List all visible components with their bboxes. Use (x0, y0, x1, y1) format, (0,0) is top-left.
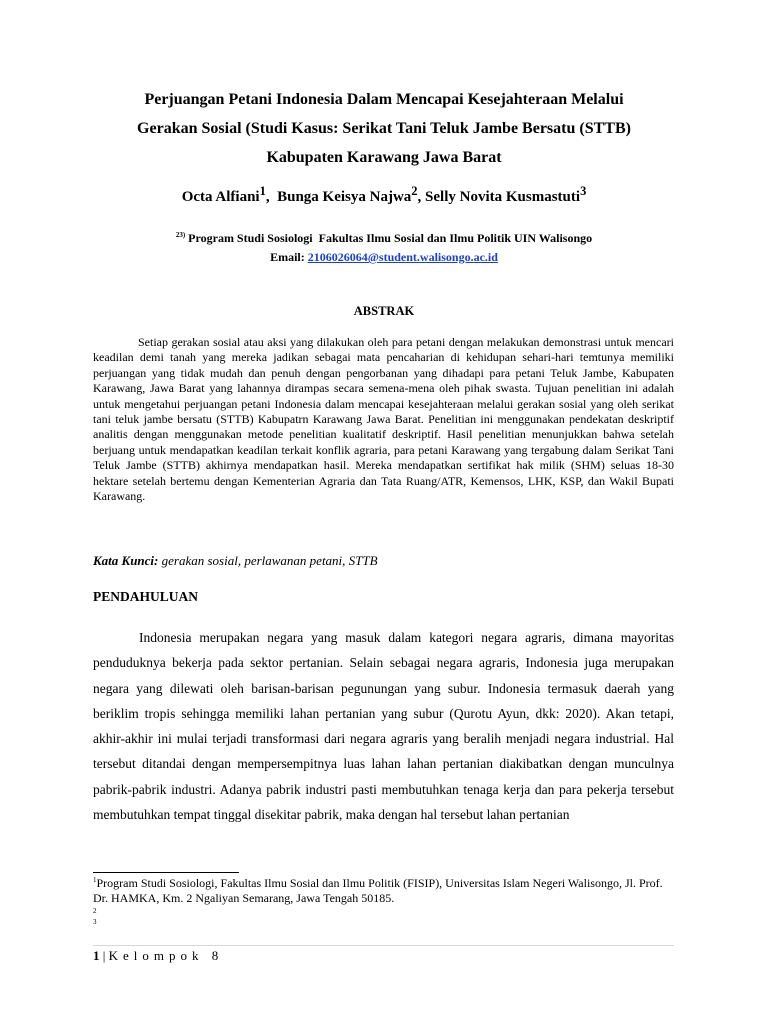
abstract-text: Setiap gerakan sosial atau aksi yang dilakukan oleh para petani dengan melakukan demonstrasi untuk mencari keadilan demi tanah yang mereka jadikan sebagai mata pencaharian di kehidupan sehari-hari temtunya memiliki perjuangan yang tidak mudah dan penuh dengan pengorbanan yang dihadapi para petani Teluk Jambe, Kabupaten Karawang, Jawa Barat yang lahannya dirampas secara semena-mena oleh pihak swasta. Tujuan penelitian ini adalah untuk mengetahui perjuangan petani Indonesia dalam mencapai kesejahteraan melalui gerakan sosial yang oleh serikat tani teluk jambe bersatu (STTB) Kabupatrn Karawang Jawa Barat. Penelitian ini menggunakan pendekatan deskriptif analitis dengan menggunakan metode penelitian kualitatif deskriptif. Hasil penelitian menunjukkan bahwa setelah berjuang untuk mendapatkan keadilan terkait konflik agraria, para petani Karawang yang tergabung dalam Serikat Tani Teluk Jambe (STTB) akhirnya mendapatkan hasil. Mereka mendapatkan sertifikat hak milik (SHM) seluas 18-30 hektare setelah bertemu dengan Kementerian Agraria dan Tata Ruang/ATR, Kemensos, LHK, KSP, dan Wakil Bupati Karawang. (93, 335, 674, 504)
author-name: Octa Alfiani (181, 189, 260, 205)
footer-separator: | (99, 948, 109, 963)
page-number: 1 (93, 948, 100, 963)
affiliation-sup: 23) (175, 231, 186, 239)
author-name: Bunga Keisya Najwa (277, 189, 412, 205)
intro-paragraph: Indonesia merupakan negara yang masuk dalam kategori negara agraris, dimana mayoritas penduduknya bekerja pada sektor pertanian. Selain sebagai negara agraris, Indonesia juga merupakan negara yang dilewati oleh barisan-barisan pegunungan yang subur. Indonesia termasuk daerah yang beriklim tropis sehingga memiliki lahan pertanian yang subur (Qurotu Ayun, dkk: 2020). Akan tetapi, akhir-akhir ini mulai terjadi transformasi dari negara agraris yang beralih menjadi negara industrial. Hal tersebut ditandai dengan mempersempitnya luas lahan lahan pertanian diakibatkan dengan munculnya pabrik-pabrik industri. Adanya pabrik industri pasti membutuhkan tenaga kerja dan para pekerja tersebut membutuhkan tempat tinggal disekitar pabrik, maka dengan hal tersebut lahan pertanian (93, 630, 674, 823)
footnote-sup: 1 (93, 876, 97, 884)
footnote (93, 876, 674, 906)
footnotes (93, 876, 674, 928)
author-separator: , (417, 189, 426, 205)
title-line: Gerakan Sosial (Studi Kasus: Serikat Tani Teluk Jambe Bersatu (STTB) (137, 120, 631, 137)
title-line: Perjuangan Petani Indonesia Dalam Mencapai Kesejahteraan Melalui (144, 91, 624, 108)
page-footer (93, 948, 223, 964)
affiliation (95, 229, 673, 247)
author-sup: 3 (580, 184, 587, 198)
author-sup: 1 (259, 184, 266, 198)
email-line (95, 248, 673, 266)
footer-divider (93, 945, 674, 946)
abstract-heading: ABSTRAK (353, 304, 415, 318)
section-heading: PENDAHULUAN (93, 589, 199, 604)
keywords (93, 553, 674, 569)
keywords-label: Kata Kunci: (93, 553, 159, 568)
paper-title (95, 85, 673, 172)
keywords-text: gerakan sosial, perlawanan petani, STTB (158, 553, 378, 568)
email-link[interactable]: 2106026064@student.walisongo.ac.id (307, 250, 498, 264)
group-label: Kelompok 8 (108, 948, 224, 963)
footnote-text: Program Studi Sosiologi, Fakultas Ilmu Sosial dan Ilmu Politik (FISIP), Universitas Islam Negeri Walisongo, Jl. Prof. Dr. HAMKA, Km. 2 Ngaliyan Semarang, Jawa Tengah 50185. (93, 876, 663, 905)
author-separator: , (265, 189, 278, 205)
author-sup: 2 (411, 184, 418, 198)
title-line: Kabupaten Karawang Jawa Barat (266, 149, 502, 166)
footnote-divider (93, 872, 239, 873)
author-list (95, 184, 673, 207)
author-name: Selly Novita Kusmastuti (425, 189, 581, 205)
footnote-sup: 3 (93, 918, 97, 926)
affiliation-text: Program Studi Sosiologi Fakultas Ilmu Sosial dan Ilmu Politik UIN Walisongo (185, 231, 593, 245)
abstract (93, 335, 674, 504)
email-label: Email: (270, 250, 308, 264)
body-text (93, 625, 674, 827)
footnote-sup: 2 (93, 907, 97, 915)
